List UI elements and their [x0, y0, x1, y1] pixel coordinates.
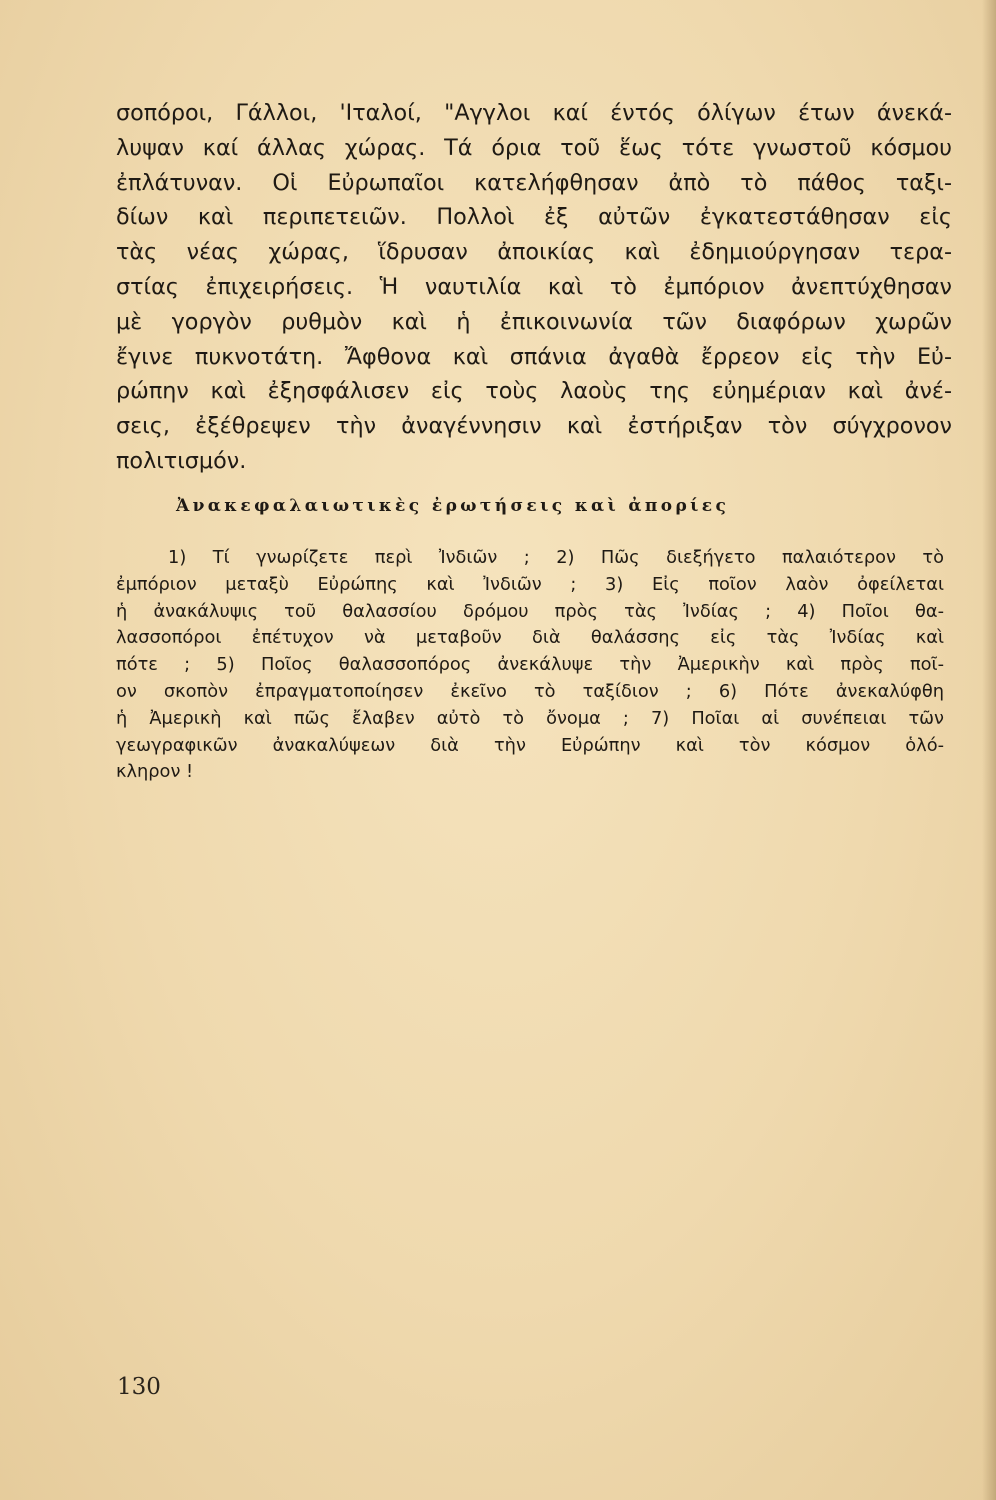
question-line: γεωγραφικῶν ἀνακαλύψεων διὰ τὴν Εὐρώπην καὶ τὸν κόσμον ὁλό-: [116, 734, 944, 756]
body-line: πολιτισμόν.: [116, 447, 247, 474]
question-line: ἡ ἀνακάλυψις τοῦ θαλασσίου δρόμου πρὸς τὰς Ἰνδίας ; 4) Ποῖοι θα-: [116, 600, 944, 622]
section-heading: Ἀνακεφαλαιωτικὲς ἐρωτήσεις καὶ ἀπορίες: [176, 496, 730, 516]
body-line: στίας ἐπιχειρήσεις. Ἡ ναυτιλία καὶ τὸ ἐμπόριον ἀνεπτύχθησαν: [116, 273, 952, 300]
page-edge-shadow: [982, 0, 996, 1500]
body-line: ἔγινε πυκνοτάτη. Ἄφθονα καὶ σπάνια ἀγαθὰ ἔρρεον εἰς τὴν Εὐ-: [116, 343, 952, 370]
body-line: σοπόροι, Γάλλοι, 'Ιταλοί, "Αγγλοι καί έντός όλίγων έτων άνεκά-: [116, 100, 952, 126]
question-line: 1) Τί γνωρίζετε περὶ Ἰνδιῶν ; 2) Πῶς διεξήγετο παλαιότερον τὸ: [168, 547, 944, 568]
body-line: μὲ γοργὸν ρυθμὸν καὶ ἡ ἐπικοινωνία τῶν διαφόρων χωρῶν: [116, 308, 952, 335]
body-paragraph: [116, 96, 952, 479]
body-line: ἐπλάτυναν. Οἱ Εὐρωπαῖοι κατελήφθησαν ἀπὸ τὸ πάθος ταξι-: [116, 169, 952, 196]
question-line: ἐμπόριον μεταξὺ Εὐρώπης καὶ Ἰνδιῶν ; 3) Εἰς ποῖον λαὸν ὀφείλεται: [116, 573, 944, 595]
body-line: λυψαν καί άλλας χώρας. Τά όρια τοῦ ἕως τότε γνωστοῦ κόσμου: [116, 134, 952, 161]
question-line: ον σκοπὸν ἐπραγματοποίησεν ἐκεῖνο τὸ ταξίδιον ; 6) Πότε ἀνεκαλύφθη: [116, 680, 944, 702]
question-line: ἡ Ἀμερικὴ καὶ πῶς ἔλαβεν αὐτὸ τὸ ὄνομα ; 7) Ποῖαι αἱ συνέπειαι τῶν: [116, 707, 944, 729]
question-line: κληρον !: [116, 761, 194, 783]
page-number: 130: [117, 1374, 161, 1400]
question-line: πότε ; 5) Ποῖος θαλασσοπόρος ἀνεκάλυψε τὴν Ἀμερικὴν καὶ πρὸς ποῖ-: [116, 654, 944, 676]
review-questions: [116, 545, 944, 786]
body-line: δίων καὶ περιπετειῶν. Πολλοὶ ἐξ αὐτῶν ἐγκατεστάθησαν εἰς: [116, 204, 952, 231]
question-line: λασσοπόροι ἐπέτυχον νὰ μεταβοῦν διὰ θαλάσσης εἰς τὰς Ἰνδίας καὶ: [116, 627, 944, 649]
body-line: ρώπην καὶ ἐξησφάλισεν εἰς τοὺς λαοὺς της εὐημέριαν καὶ ἀνέ-: [116, 378, 952, 405]
body-line: τὰς νέας χώρας, ἵδρυσαν ἀποικίας καὶ ἐδημιούργησαν τερα-: [116, 239, 952, 266]
body-line: σεις, ἐξέθρεψεν τὴν ἀναγέννησιν καὶ ἐστήριξαν τὸν σύγχρονον: [116, 413, 952, 440]
